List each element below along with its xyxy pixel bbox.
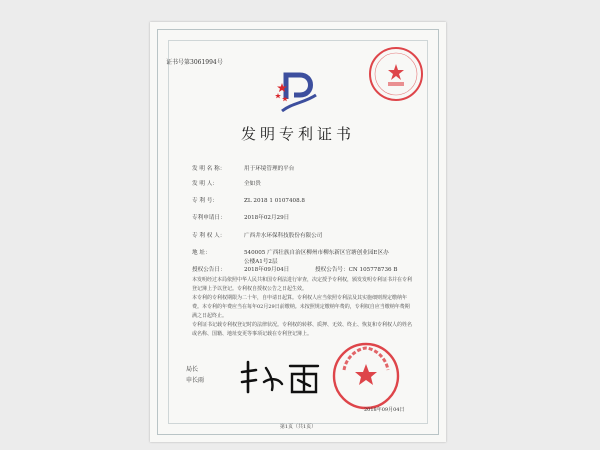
field-grant-number: 授权公告号：CN 105778736 B bbox=[315, 267, 398, 273]
paragraph-2: 本专利的专利权期限为二十年，自申请日起算。专利权人应当依照专利法及其实施细则规定缴纳年费。本专利的年费应当在每年02月29日前缴纳。未按照规定缴纳年费的，专利权自应当缴纳年费期满之日起终止。 bbox=[192, 295, 410, 319]
field-grant-date: 授权公告日： 2018年09月04日 授权公告号：CN 105778736 B bbox=[192, 267, 398, 273]
field-application-date: 专利申请日： 2018年02月29日 bbox=[192, 215, 290, 221]
handwritten-signature bbox=[236, 352, 326, 402]
issue-date: 2018年09月04日 bbox=[364, 407, 405, 413]
certificate-number: 证书号第3061994号 bbox=[166, 59, 223, 66]
certificate-title: 发明专利证书 bbox=[240, 125, 355, 143]
official-seal-bottom bbox=[330, 340, 405, 413]
field-patentee: 专 利 权 人： 广西井水环保科技股份有限公司 bbox=[192, 233, 323, 239]
certificate-sheet bbox=[150, 22, 446, 442]
field-invention-name: 发 明 名 称： 用于环境管理的平台 bbox=[192, 166, 295, 172]
field-address-line-2: 公楼A1号2层 bbox=[244, 259, 278, 265]
field-patent-number: 专 利 号： ZL 2018 1 0107408.8 bbox=[192, 198, 305, 204]
field-inventor: 发 明 人： 全如贵 bbox=[192, 181, 261, 187]
field-address: 地 址： 540005 广西壮族自治区柳州市柳东新区官塘创业园E区办 bbox=[192, 250, 389, 256]
official-stamp-top bbox=[366, 44, 426, 104]
paragraph-3: 专利证书记载专利权登记时的法律状况。专利权的转移、质押、无效、终止、恢复和专利权人的姓名或名称、国籍、地址变更等事项记载在专利登记簿上。 bbox=[192, 322, 413, 337]
patent-office-logo bbox=[272, 65, 324, 117]
signer-title: 局长 bbox=[186, 366, 199, 373]
signer-name: 申长雨 bbox=[186, 377, 205, 384]
paragraph-1: 本发明经过本局依照中华人民共和国专利法进行审查，决定授予专利权，颁发发明专利证书并在专利登记簿上予以登记。专利权自授权公告之日起生效。 bbox=[192, 277, 413, 292]
page-footer: 第1页（共1页） bbox=[279, 424, 317, 430]
